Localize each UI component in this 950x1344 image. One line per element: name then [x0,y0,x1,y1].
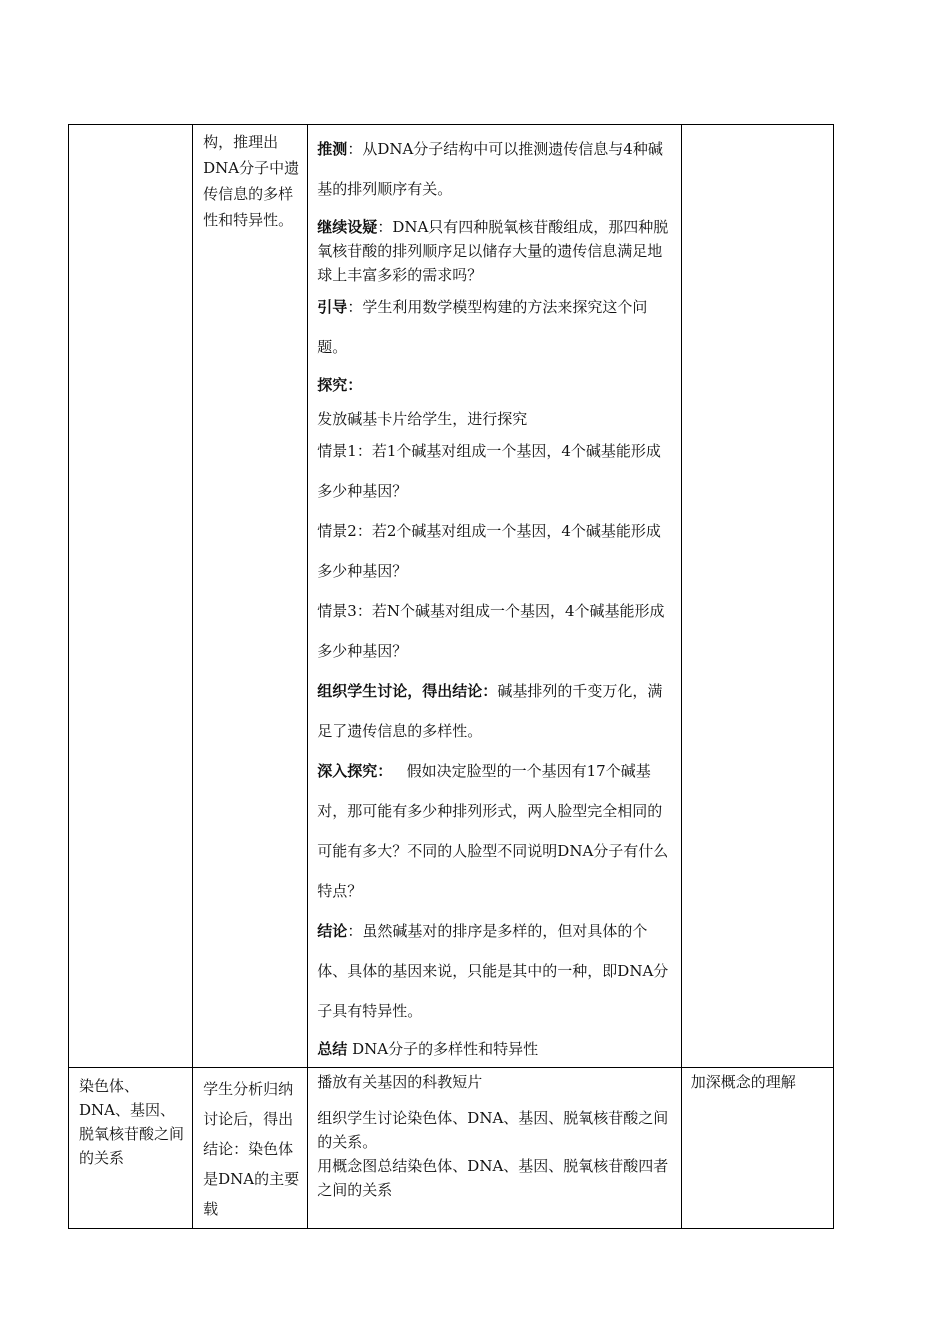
row2-col3-cell [308,1068,681,1229]
discuss-relation-text: 组织学生讨论染色体、DNA、基因、脱氧核苷酸之间的关系。 [317,1109,669,1151]
row2-col1-cell [69,1068,193,1229]
student-activity-text: 学生分析归纳讨论后，得出结论：染色体是DNA的主要载 [203,1080,300,1218]
document-page [68,124,834,1229]
summary-label: 总结 [317,1040,348,1058]
inference-label: 推测 [317,140,348,158]
guide-text: ：学生利用数学模型构建的方法来探究这个问题。 [317,298,648,356]
summary-paragraph [317,1037,672,1061]
guide-paragraph [317,287,672,367]
further-question-text: ：DNA只有四种脱氧核苷酸组成，那四种脱氧核苷酸的排列顺序足以储存大量的遗传信息满足地球上丰富多彩的需求吗？ [317,218,669,284]
design-intent-text: 加深概念的理解 [690,1073,796,1091]
row1-col4-cell [681,125,833,1068]
explore-label: 探究： [317,376,363,394]
deep-explore-paragraph [317,751,672,911]
deep-explore-text: 假如决定脸型的一个基因有17个碱基对，那可能有多少种排列形式，两人脸型完全相同的可能有多大？不同的人脸型不同说明DNA分子有什么特点？ [317,762,669,900]
inference-text: ：从DNA分子结构中可以推测遗传信息与4种碱基的排列顺序有关。 [317,140,663,198]
scenario-1-text: 情景1：若1个碱基对组成一个基因，4个碱基能形成多少种基因？ [317,442,661,500]
video-text: 播放有关基因的科教短片 [317,1073,483,1091]
learning-objective-text: 构，推理出DNA分子中遗传信息的多样性和特异性。 [203,133,300,229]
discussion-text: 碱基排列的千变万化，满足了遗传信息的多样性。 [317,682,663,740]
row1-col1-cell [69,125,193,1068]
conclusion-paragraph [317,911,672,1031]
conclusion-text: ：虽然碱基对的排序是多样的，但对具体的个体、具体的基因来说，只能是其中的一种，即DNA分子具有特异性。 [317,922,669,1020]
discussion-conclusion-paragraph [317,671,672,751]
row1-design-intent-text [682,125,833,133]
card-distribution-text: 发放碱基卡片给学生，进行探究 [317,410,528,428]
further-question-paragraph [317,215,672,287]
summary-text: DNA分子的多样性和特异性 [347,1040,539,1058]
further-question-label: 继续设疑 [317,218,378,236]
teacher-activities [308,1068,680,1206]
table-row [69,125,834,1068]
row1-col3-cell [308,125,681,1068]
row2-col4-cell [681,1068,833,1229]
discussion-label: 组织学生讨论，得出结论： [317,682,498,700]
table-row [69,1068,834,1229]
scenario-3-text: 情景3：若N个碱基对组成一个基因，4个碱基能形成多少种基因？ [317,602,665,660]
lesson-plan-table [68,124,834,1229]
concept-map-text: 用概念图总结染色体、DNA、基因、脱氧核苷酸四者之间的关系 [317,1157,669,1199]
scenario-2-text: 情景2：若2个碱基对组成一个基因，4个碱基能形成多少种基因？ [317,522,661,580]
teaching-activities [308,125,680,1067]
deep-explore-label: 深入探究： [317,762,393,780]
topic-text: 染色体、DNA、基因、脱氧核苷酸之间的关系 [79,1077,185,1167]
conclusion-label: 结论 [317,922,348,940]
row1-col2-cell [193,125,308,1068]
explore-heading [317,373,672,397]
guide-label: 引导 [317,298,348,316]
inference-paragraph [317,129,672,209]
row2-col2-cell [193,1068,308,1229]
